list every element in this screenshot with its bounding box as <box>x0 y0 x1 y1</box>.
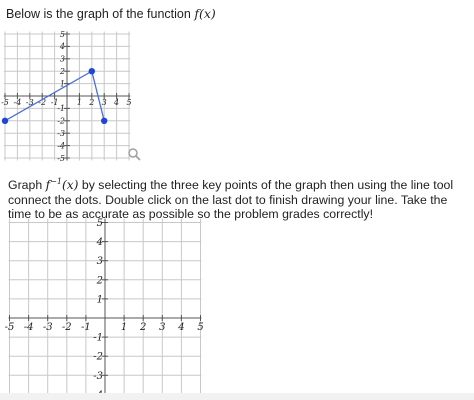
inverse-superscript: −1 <box>50 177 62 186</box>
ans-y-tick-label: 2 <box>96 275 103 287</box>
ans-x-tick-label: -5 <box>4 322 15 333</box>
bottom-scroll-strip <box>0 393 474 400</box>
ans-x-tick-label: 5 <box>197 322 204 333</box>
ans-y-tick-label: 4 <box>96 237 103 249</box>
ans-y-tick-label: 1 <box>96 294 103 306</box>
f-y-tick-label: 2 <box>59 67 65 76</box>
ans-x-tick-label: -4 <box>23 322 34 333</box>
ans-x-tick-label: 3 <box>159 322 166 333</box>
f-x-tick-label: 1 <box>76 98 82 107</box>
ans-y-tick-label: -3 <box>93 370 103 382</box>
f-y-tick-label: 5 <box>59 29 65 39</box>
ans-x-tick-label: 4 <box>178 322 185 333</box>
f-y-tick-label: -2 <box>57 116 65 126</box>
f-y-tick-label: -4 <box>57 141 65 151</box>
f-y-tick-label: 4 <box>59 42 65 52</box>
f-y-tick-label: -1 <box>57 104 65 114</box>
f-y-tick-label: 1 <box>59 79 65 89</box>
ans-x-tick-label: -2 <box>61 322 72 333</box>
f-y-tick-label: -3 <box>57 129 65 138</box>
ans-x-tick-label: 1 <box>120 322 128 333</box>
ans-y-tick-label: -2 <box>93 351 103 363</box>
f-x-tick-label: -5 <box>1 98 9 107</box>
ans-y-tick-label: -1 <box>93 332 103 344</box>
intro-function: f(x) <box>194 6 216 21</box>
ans-x-tick-label: -3 <box>42 322 53 333</box>
ans-x-tick-label: 2 <box>140 322 147 333</box>
f-x-tick-label: 3 <box>101 98 107 107</box>
f-x-tick-label: 4 <box>114 98 120 107</box>
f-x-tick-label: 2 <box>89 98 95 107</box>
ans-y-tick-label: 3 <box>96 256 103 268</box>
instruction-body: by selecting the three key points of the graph then using the line tool connect the dots. Double click on the last dot to finish drawing your line. Take the time to be as accurate as possible so the problem grades correctly! <box>8 178 454 222</box>
instruction-prefix: Graph <box>8 178 46 193</box>
f-x-tick-label: -1 <box>50 98 59 107</box>
f-x-tick-label: -2 <box>38 98 47 107</box>
inverse-function-arg: (x) <box>61 178 79 193</box>
f-y-tick-label: -5 <box>57 153 65 163</box>
f-x-tick-label: -4 <box>13 98 22 107</box>
f-x-tick-label: -3 <box>25 98 34 107</box>
f-x-tick-label: 5 <box>126 98 132 107</box>
ans-x-tick-label: -1 <box>81 322 91 333</box>
intro-label: Below is the graph of the function <box>6 7 195 21</box>
inverse-function-name: f <box>45 178 51 193</box>
ans-y-tick-label: 5 <box>96 218 103 229</box>
f-y-tick-label: 3 <box>59 54 65 64</box>
